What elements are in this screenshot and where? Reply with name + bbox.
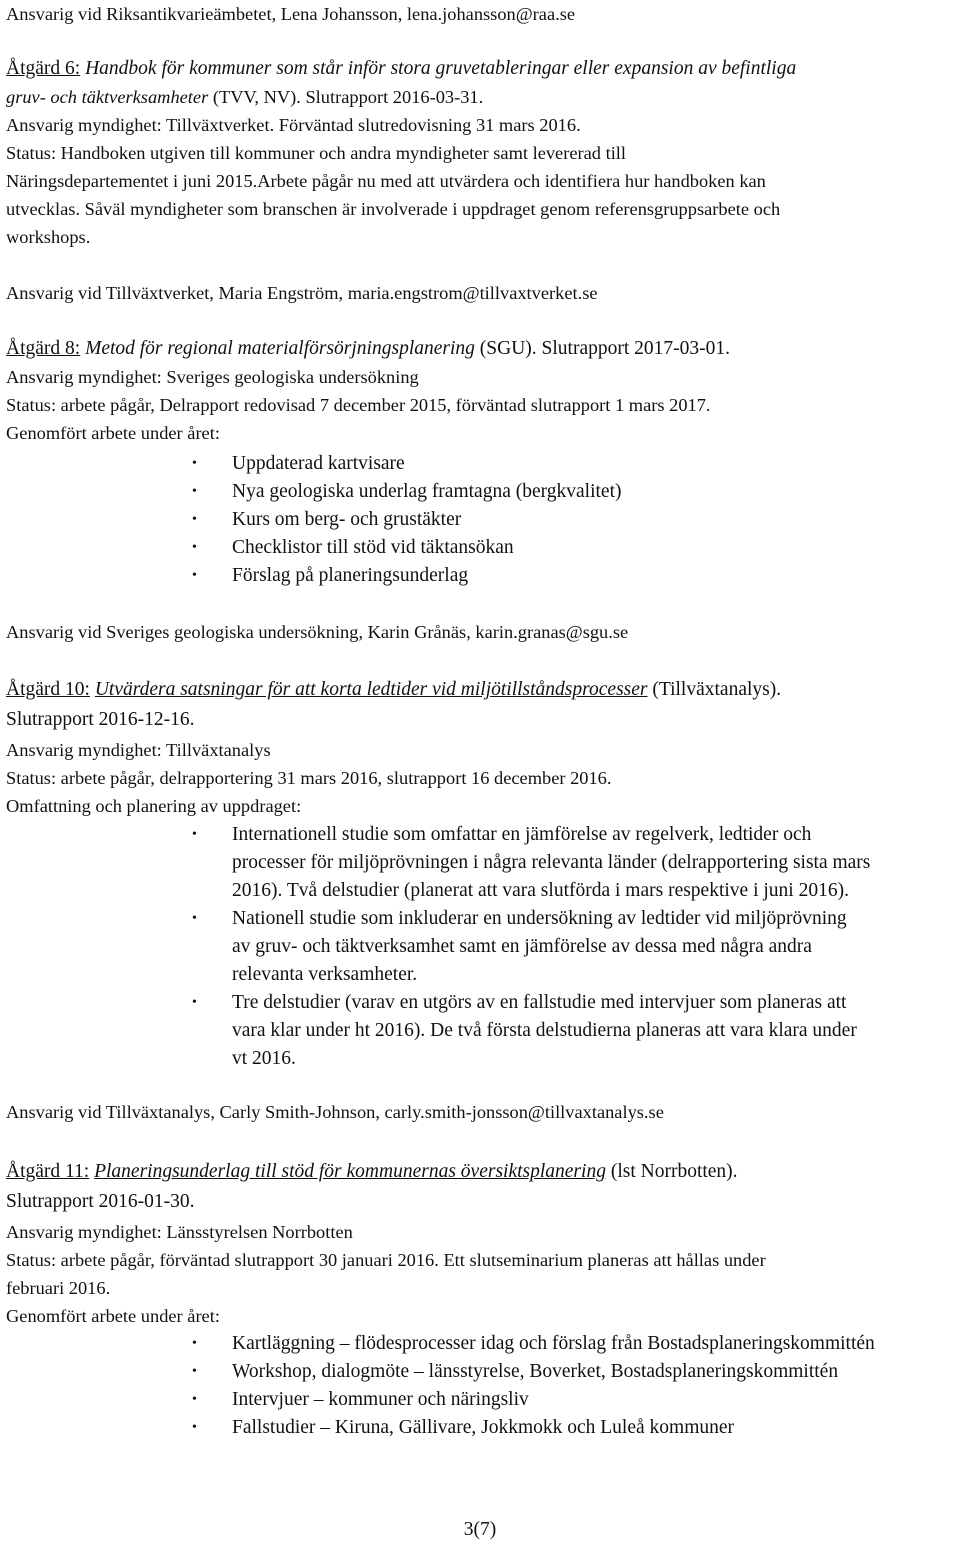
a6-title-line2: gruv- och täktverksamheter: [6, 87, 209, 107]
a6-heading: [6, 56, 796, 82]
bullet-icon: •: [192, 456, 197, 471]
a8-heading: [6, 336, 730, 362]
a8-list-item: • Kurs om berg- och grustäkter: [232, 507, 461, 533]
bullet-icon: •: [192, 995, 197, 1010]
a6-heading-line2: [6, 84, 483, 110]
a8-after-title: (SGU). Slutrapport 2017-03-01.: [474, 338, 731, 359]
a6-status-line2: Näringsdepartementet i juni 2015.Arbete pågår nu med att utvärdera och identifiera hur handboken kan: [6, 171, 766, 191]
a11-heading: [6, 1159, 738, 1185]
bullet-icon: •: [192, 484, 197, 499]
a11-responsible: Ansvarig myndighet: Länsstyrelsen Norrbotten: [6, 1222, 353, 1242]
a6-contact: Ansvarig vid Tillväxtverket, Maria Engström, maria.engstrom@tillvaxtverket.se: [6, 283, 598, 303]
a10-list-item: • Nationell studie som inkluderar en undersökning av ledtider vid miljöprövning: [232, 906, 847, 932]
bullet-icon: •: [192, 1392, 197, 1407]
a10-list-item-cont: vara klar under ht 2016). De två första delstudierna planeras att vara klara under: [232, 1020, 857, 1041]
a10-list-item: • Internationell studie som omfattar en jämförelse av regelverk, ledtider och: [232, 822, 811, 848]
a10-list-item-cont: relevanta verksamheter.: [232, 964, 418, 985]
a10-responsible: Ansvarig myndighet: Tillväxtanalys: [6, 740, 271, 760]
a10-list-item-cont: 2016). Två delstudier (planerat att vara slutförda i mars respektive i juni 2016).: [232, 880, 849, 901]
a11-title: Planeringsunderlag till stöd för kommunernas översiktsplanering: [94, 1161, 606, 1182]
a11-report: Slutrapport 2016-01-30.: [6, 1191, 195, 1212]
page-number: 3(7): [463, 1519, 497, 1540]
a11-work-heading: Genomfört arbete under året:: [6, 1306, 220, 1326]
a10-list-item: • Tre delstudier (varav en utgörs av en fallstudie med intervjuer som planeras att: [232, 990, 846, 1016]
bullet-icon: •: [192, 540, 197, 555]
bullet-icon: •: [192, 911, 197, 926]
a10-contact: Ansvarig vid Tillväxtanalys, Carly Smith-Johnson, carly.smith-jonsson@tillvaxtanalys.se: [6, 1102, 664, 1122]
a10-scope-heading: Omfattning och planering av uppdraget:: [6, 796, 302, 816]
a11-status-line1: Status: arbete pågår, förväntad slutrapport 30 januari 2016. Ett slutseminarium planeras att hållas under: [6, 1250, 766, 1270]
bullet-icon: •: [192, 1364, 197, 1379]
a6-responsible: Ansvarig myndighet: Tillväxtverket. Förväntad slutredovisning 31 mars 2016.: [6, 115, 581, 135]
a10-status: Status: arbete pågår, delrapportering 31 mars 2016, slutrapport 16 december 2016.: [6, 768, 612, 788]
a10-list-item-cont: vt 2016.: [232, 1048, 296, 1069]
a8-title: Metod för regional materialförsörjningsplanering: [85, 338, 475, 359]
a10-list-item-cont: av gruv- och täktverksamhet samt en jämförelse av dessa med några andra: [232, 936, 812, 957]
bullet-icon: •: [192, 827, 197, 842]
a8-list-item: • Förslag på planeringsunderlag: [232, 563, 468, 589]
a10-heading: [6, 677, 781, 703]
a6-prefix: Åtgärd 6:: [6, 58, 81, 79]
a8-status: Status: arbete pågår, Delrapport redovisad 7 december 2015, förväntad slutrapport 1 mars 2017.: [6, 395, 711, 415]
bullet-icon: •: [192, 1336, 197, 1351]
a8-work-heading: Genomfört arbete under året:: [6, 423, 220, 443]
a11-list-item: • Workshop, dialogmöte – länsstyrelse, Boverket, Bostadsplaneringskommittén: [232, 1359, 838, 1385]
a8-contact: Ansvarig vid Sveriges geologiska undersökning, Karin Grånäs, karin.granas@sgu.se: [6, 622, 629, 642]
a8-responsible: Ansvarig myndighet: Sveriges geologiska undersökning: [6, 367, 419, 387]
bullet-icon: •: [192, 1420, 197, 1435]
a10-title: Utvärdera satsningar för att korta ledtider vid miljötillståndsprocesser: [94, 679, 648, 700]
a10-after-title: (Tillväxtanalys).: [647, 679, 782, 700]
intro-contact: Ansvarig vid Riksantikvarieämbetet, Lena Johansson, lena.johansson@raa.se: [6, 4, 576, 24]
a8-list-item: • Nya geologiska underlag framtagna (bergkvalitet): [232, 479, 622, 505]
a10-report: Slutrapport 2016-12-16.: [6, 709, 195, 730]
a8-list-item: • Uppdaterad kartvisare: [232, 451, 405, 477]
a6-status-line1: Status: Handboken utgiven till kommuner och andra myndigheter samt levererad till: [6, 143, 627, 163]
a11-prefix: Åtgärd 11:: [6, 1161, 90, 1182]
a11-list-item: • Intervjuer – kommuner och näringsliv: [232, 1387, 529, 1413]
a11-status-line2: februari 2016.: [6, 1278, 111, 1298]
bullet-icon: •: [192, 568, 197, 583]
a6-status-line4: workshops.: [6, 227, 91, 247]
a8-prefix: Åtgärd 8:: [6, 338, 81, 359]
a6-title: Handbok för kommuner som står inför stora gruvetableringar eller expansion av befintliga: [80, 58, 797, 79]
a11-list-item: • Kartläggning – flödesprocesser idag och förslag från Bostadsplaneringskommittén: [232, 1331, 875, 1357]
bullet-icon: •: [192, 512, 197, 527]
a8-list-item: • Checklistor till stöd vid täktansökan: [232, 535, 514, 561]
a11-after-title: (lst Norrbotten).: [605, 1161, 738, 1182]
a10-list-item-cont: processer för miljöprövningen i några relevanta länder (delrapportering sista mars: [232, 852, 871, 873]
a6-after-title: (TVV, NV). Slutrapport 2016-03-31.: [208, 87, 484, 107]
a10-prefix: Åtgärd 10:: [6, 679, 90, 700]
a11-list-item: • Fallstudier – Kiruna, Gällivare, Jokkmokk och Luleå kommuner: [232, 1415, 734, 1441]
a6-status-line3: utvecklas. Såväl myndigheter som branschen är involverade i uppdraget genom referensgruppsarbete och: [6, 199, 781, 219]
